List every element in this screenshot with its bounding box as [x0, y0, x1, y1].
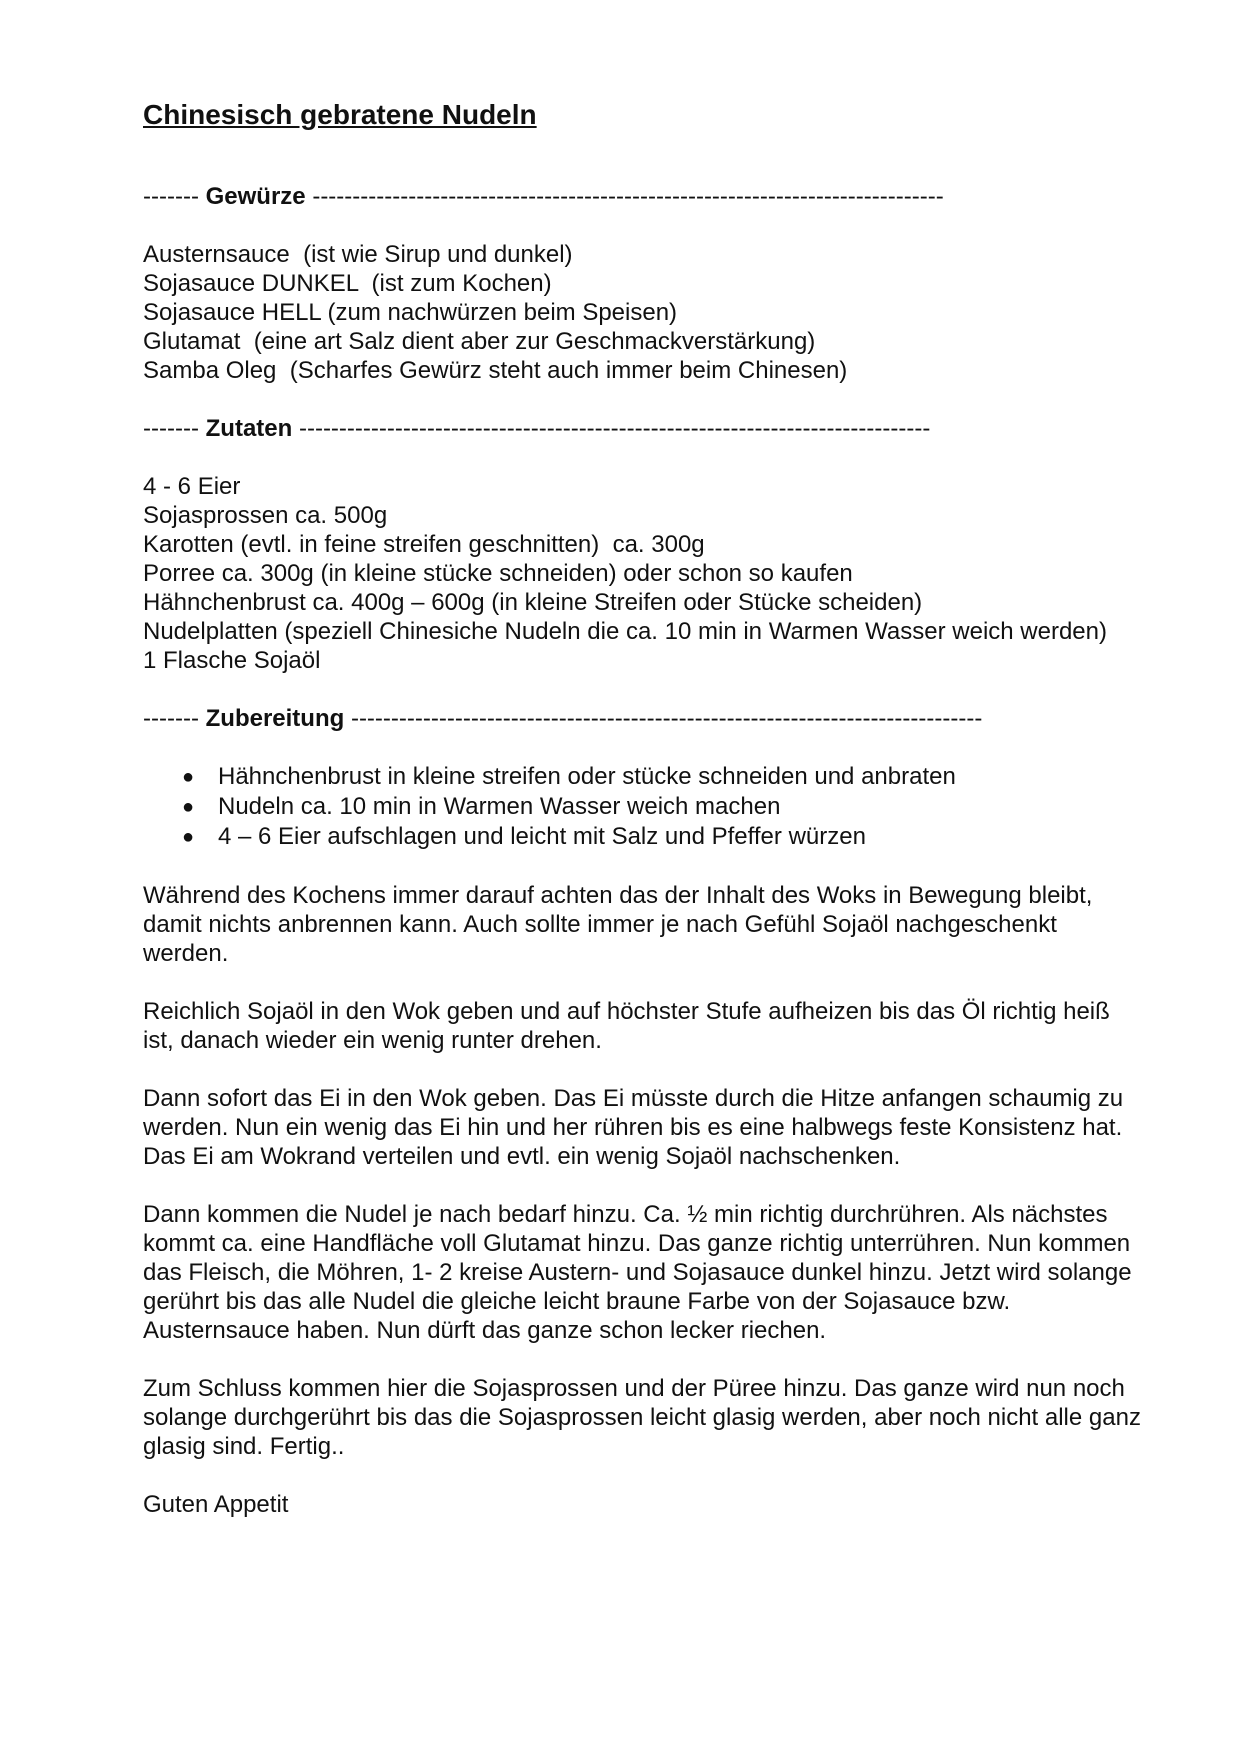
- gewuerz-item: Sojasauce HELL (zum nachwürzen beim Speisen): [143, 299, 678, 326]
- instruction-paragraph: Reichlich Sojaöl in den Wok geben und auf höchster Stufe aufheizen bis das Öl richtig heiß ist, danach wieder ein wenig runter drehen.: [143, 998, 1110, 1054]
- gewuerz-item: Samba Oleg (Scharfes Gewürz steht auch immer beim Chinesen): [143, 357, 848, 384]
- zutaten-list: [143, 472, 1143, 675]
- step-item: [143, 792, 1143, 822]
- step-text: Nudeln ca. 10 min in Warmen Wasser weich machen: [218, 793, 781, 820]
- instruction-paragraph: Dann sofort das Ei in den Wok geben. Das Ei müsste durch die Hitze anfangen schaumig zu werden. Nun ein wenig das Ei hin und her rühren bis es eine halbwegs feste Konsistenz hat. Das Ei am Wokrand verteilen und evtl. ein wenig Sojaöl nachschenken.: [143, 1085, 1124, 1170]
- zubereitung-steps: [143, 762, 1143, 852]
- instruction-paragraph: Dann kommen die Nudel je nach bedarf hinzu. Ca. ½ min richtig durchrühren. Als nächstes kommt ca. eine Handfläche voll Glutamat hinzu. Das ganze richtig unterrühren. Nun kommen das Fleisch, die Möhren, 1- 2 kreise Austern- und Sojasauce dunkel hinzu. Jetzt wird solange gerührt bis das alle Nudel die gleiche leicht braune Farbe von der Sojasauce bzw. Austernsauce haben. Nun dürft das ganze schon lecker riechen.: [143, 1201, 1132, 1344]
- zutat-item: Sojasprossen ca. 500g: [143, 502, 388, 529]
- step-text: 4 – 6 Eier aufschlagen und leicht mit Salz und Pfeffer würzen: [218, 823, 866, 850]
- section-suffix: -------------------------------------------------------------------------------: [305, 183, 944, 210]
- gewuerz-item: Austernsauce (ist wie Sirup und dunkel): [143, 241, 573, 268]
- document-page: [143, 98, 1143, 1519]
- section-header-zubereitung: [143, 704, 1143, 733]
- step-item: [143, 762, 1143, 792]
- bullet-icon: ●: [182, 796, 195, 818]
- zutat-item: 4 - 6 Eier: [143, 473, 241, 500]
- zutat-item: Nudelplatten (speziell Chinesiche Nudeln die ca. 10 min in Warmen Wasser weich werden): [143, 618, 1107, 645]
- section-label: Gewürze: [205, 183, 306, 210]
- zutat-item: Porree ca. 300g (in kleine stücke schneiden) oder schon so kaufen: [143, 560, 853, 587]
- section-prefix: -------: [143, 183, 206, 210]
- zutat-item: Hähnchenbrust ca. 400g – 600g (in kleine Streifen oder Stücke scheiden): [143, 589, 923, 616]
- section-suffix: -------------------------------------------------------------------------------: [344, 705, 983, 732]
- section-label: Zubereitung: [205, 705, 345, 732]
- gewuerz-item: Sojasauce DUNKEL (ist zum Kochen): [143, 270, 552, 297]
- zutat-item: Karotten (evtl. in feine streifen geschnitten) ca. 300g: [143, 531, 705, 558]
- gewuerze-list: [143, 240, 1143, 385]
- zutat-item: 1 Flasche Sojaöl: [143, 647, 321, 674]
- section-prefix: -------: [143, 415, 206, 442]
- gewuerz-item: Glutamat (eine art Salz dient aber zur Geschmackverstärkung): [143, 328, 816, 355]
- section-header-gewuerze: [143, 182, 1143, 211]
- document-title: Chinesisch gebratene Nudeln: [143, 99, 537, 130]
- step-text: Hähnchenbrust in kleine streifen oder stücke schneiden und anbraten: [218, 763, 956, 790]
- instruction-paragraph: Zum Schluss kommen hier die Sojasprossen und der Püree hinzu. Das ganze wird nun noch solange durchgerührt bis das die Sojasprossen leicht glasig werden, aber noch nicht alle ganz glasig sind. Fertig..: [143, 1375, 1141, 1460]
- section-header-zutaten: [143, 414, 1143, 443]
- section-label: Zutaten: [205, 415, 293, 442]
- section-suffix: -------------------------------------------------------------------------------: [292, 415, 931, 442]
- section-prefix: -------: [143, 705, 206, 732]
- bullet-icon: ●: [182, 766, 195, 788]
- bullet-icon: ●: [182, 826, 195, 848]
- instruction-paragraph: Während des Kochens immer darauf achten das der Inhalt des Woks in Bewegung bleibt, damit nichts anbrennen kann. Auch sollte immer je nach Gefühl Sojaöl nachgeschenkt werden.: [143, 882, 1093, 967]
- closing-text: Guten Appetit: [143, 1491, 289, 1518]
- step-item: [143, 822, 1143, 852]
